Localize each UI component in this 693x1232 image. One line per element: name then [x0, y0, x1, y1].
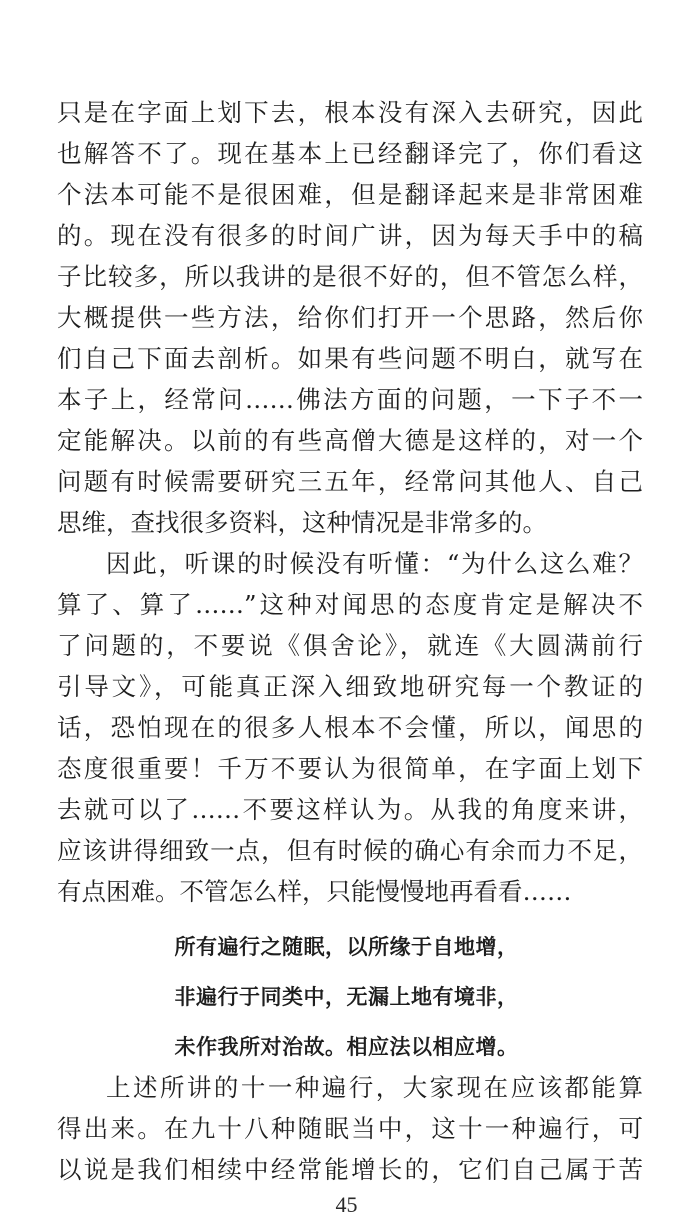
text-line: 本子上，经常问……佛法方面的问题，一下子不一 [57, 385, 643, 414]
text-line: 个法本可能不是很困难，但是翻译起来是非常困难 [57, 180, 643, 209]
text-line: 问题有时候需要研究三五年，经常问其他人、自己 [57, 467, 643, 496]
text-line: 得出来。在九十八种随眠当中，这十一种遍行，可 [57, 1114, 643, 1143]
text-line: 思维，查找很多资料，这种情况是非常多的。 [57, 508, 547, 537]
text-line: 算了、算了……”这种对闻思的态度肯定是解决不 [57, 590, 643, 619]
text-line: 们自己下面去剖析。如果有些问题不明白，就写在 [57, 344, 643, 373]
text-line: 子比较多，所以我讲的是很不好的，但不管怎么样， [57, 262, 643, 291]
text-line: 了问题的，不要说《俱舍论》，就连《大圆满前行 [57, 631, 643, 660]
text-line: 态度很重要！千万不要认为很简单，在字面上划下 [57, 754, 643, 783]
text-line: 去就可以了……不要这样认为。从我的角度来讲， [57, 795, 643, 824]
verse-line: 非遍行于同类中，无漏上地有境非， [174, 985, 519, 1009]
verse-line: 所有遍行之随眠，以所缘于自地增， [174, 935, 519, 959]
text-line: 有点困难。不管怎么样，只能慢慢地再看看…… [57, 877, 572, 906]
text-line: 定能解决。以前的有些高僧大德是这样的，对一个 [57, 426, 643, 455]
text-line: 只是在字面上划下去，根本没有深入去研究，因此 [57, 98, 643, 127]
verse-line: 未作我所对治故。相应法以相应增。 [174, 1035, 519, 1059]
text-line: 大概提供一些方法，给你们打开一个思路，然后你 [57, 303, 643, 332]
text-line: 以说是我们相续中经常能增长的，它们自己属于苦 [57, 1155, 643, 1184]
text-line: 话，恐怕现在的很多人根本不会懂，所以，闻思的 [57, 713, 643, 742]
text-line: 的。现在没有很多的时间广讲，因为每天手中的稿 [57, 221, 643, 250]
text-line: 应该讲得细致一点，但有时候的确心有余而力不足， [57, 836, 643, 865]
text-line: 也解答不了。现在基本上已经翻译完了，你们看这 [57, 139, 643, 168]
text-line: 上述所讲的十一种遍行，大家现在应该都能算 [106, 1073, 643, 1102]
text-line: 因此，听课的时候没有听懂：“为什么这么难？ [106, 549, 643, 578]
text-line: 引导文》，可能真正深入细致地研究每一个教证的 [57, 672, 643, 701]
page-number: 45 [335, 1192, 358, 1217]
